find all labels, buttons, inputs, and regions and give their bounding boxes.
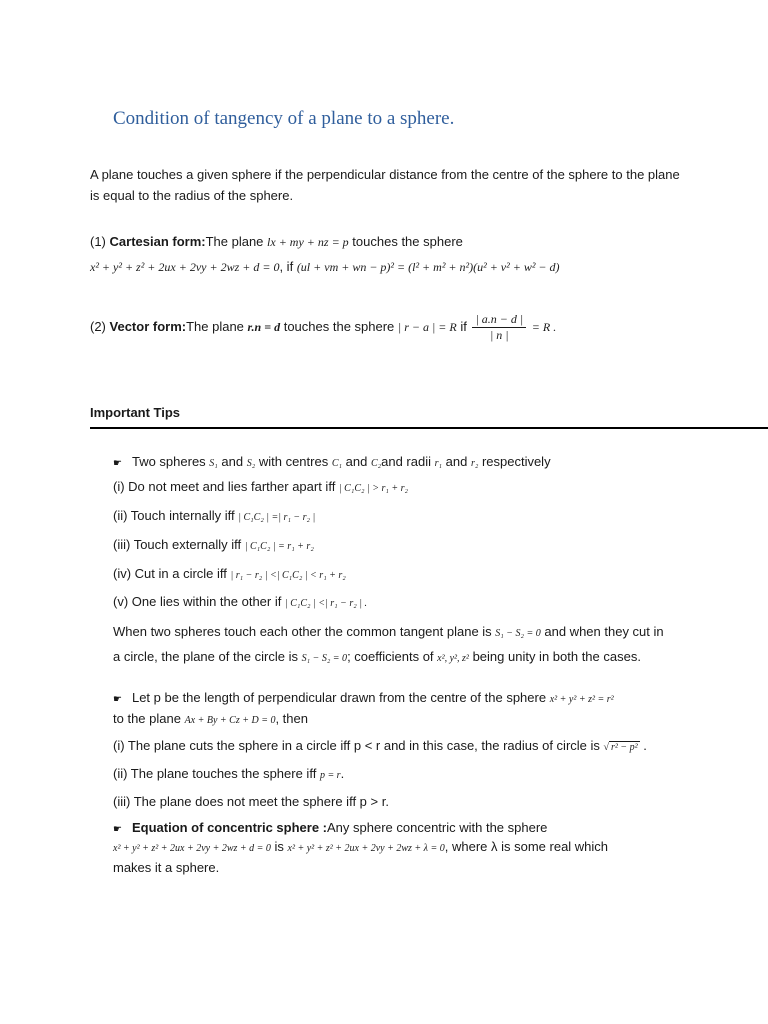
tip1-text-6: and [445,454,468,469]
cartesian-plane-equation: lx + my + nz = p [267,235,349,249]
condition-item [113,594,367,609]
radius-formula: √ r² − p² [603,742,638,753]
fraction-numerator: | a.n − d | [472,312,526,328]
cartesian-text-a: The plane [205,234,264,249]
touch-text-a: When two spheres touch each other the common tangent plane is [113,624,492,639]
condition-text: (iv) Cut in a circle iff [113,566,227,581]
tip2-ii-end: . [340,766,345,781]
tip-two-spheres [113,454,551,469]
concentric-end-2: makes it a sphere. [113,860,220,875]
section-divider [90,427,768,429]
cartesian-number: (1) [90,234,106,249]
condition-item [113,508,315,523]
tip2-i-end: . [643,738,647,753]
condition-math: | C₁C₂ | = r₁ + r₂ [244,541,314,552]
vector-text-c: if [460,318,467,334]
vector-text-b: touches the sphere [283,318,395,334]
concentric-end-1: , where λ is some real which [444,839,609,854]
tip1-text-4: and [345,454,368,469]
tip2-plane-line [113,711,308,726]
tip2-case-i [113,738,647,753]
vector-plane-equation: r.n = d [247,319,281,334]
circle-plane-equation: S₁ − S₂ = 0 [301,653,348,664]
touch-text-b: and when they cut in a circle, the plane of the circle is [113,624,664,664]
condition-text: (iii) Touch externally iff [113,537,242,552]
radius-r1: r₁ [434,458,442,469]
tip1-text-7: respectively [481,454,551,469]
tip2-text-a: Let p be the length of perpendicular drawn from the centre of the sphere [131,690,547,705]
vector-number: (2) [90,318,106,334]
condition-math: | r₁ − r₂ | <| C₁C₂ | < r₁ + r₂ [230,570,346,581]
tangent-plane-equation: S₁ − S₂ = 0 [495,628,541,639]
touch-text-c: ; coefficients of [347,649,434,664]
tip-concentric [113,820,547,835]
tip1-text-5: and radii [381,454,431,469]
vector-text-a: The plane [186,318,244,334]
page-title: Condition of tangency of a plane to a sphere. [113,108,455,129]
condition-item [113,479,408,494]
condition-math: | C₁C₂ | > r₁ + r₂ [338,483,408,494]
sphere-equation: x² + y² + z² = r² [549,694,614,705]
tip2-text-c: , then [275,711,308,726]
vector-distance-fraction [472,312,526,343]
intro-paragraph: A plane touches a given sphere if the perpendicular distance from the centre of the sphere to the plane is equal to the radius of the sphere. [90,167,680,203]
tip1-text-2: and [221,454,244,469]
tip1-text-3: with centres [258,454,329,469]
tip2-case-iii: (iii) The plane does not meet the sphere iff p > r. [113,794,389,809]
cartesian-sphere-equation: x² + y² + z² + 2ux + 2vy + 2wz + d = 0 [90,260,280,274]
condition-text: (v) One lies within the other if [113,594,282,609]
pointing-hand-icon: ☛ [113,824,122,835]
cartesian-condition-line [90,259,560,275]
cartesian-text-b: touches the sphere [352,234,463,249]
pointing-hand-icon: ☛ [113,694,122,705]
centre-c1: C₁ [331,458,342,469]
tip1-text-1: Two spheres [131,454,206,469]
condition-item [113,537,314,552]
coefficient-terms: x², y², z² [437,653,469,664]
cartesian-text-c: , if [279,259,294,274]
given-sphere-equation: x² + y² + z² + 2ux + 2vy + 2wz + d = 0 [113,843,271,854]
radius-r2: r₂ [470,458,479,469]
fraction-denominator: | n | [490,328,509,342]
tip2-case-ii [113,766,344,781]
vector-label: Vector form: [109,318,187,334]
sphere-s1: S₁ [209,458,218,469]
vector-form-line [90,312,556,343]
pointing-hand-icon: ☛ [113,458,122,469]
plane-equation: Ax + By + Cz + D = 0 [184,715,276,726]
condition-math: | C₁C₂ | <| r₁ − r₂ | . [284,598,368,609]
tip2-ii-text: (ii) The plane touches the sphere iff [113,766,317,781]
fraction-rhs: = R . [531,319,557,334]
tips-heading: Important Tips [90,405,181,420]
concentric-is: is [274,839,284,854]
concentric-equation-line [113,839,608,854]
sphere-s2: S₂ [246,458,256,469]
concentric-label: Equation of concentric sphere : [131,820,327,835]
concentric-text: Any sphere concentric with the sphere [327,820,548,835]
touch-paragraph [113,620,673,670]
condition-math: | C₁C₂ | =| r₁ − r₂ | [238,512,316,523]
tip2-i-text: (i) The plane cuts the sphere in a circle iff p < r and in this case, the radius of circle is [113,738,600,753]
centre-c2: C₂ [370,458,382,469]
cartesian-condition-equation: (ul + vm + wn − p)² = (l² + m² + n²)(u² + v² + w² − d) [296,260,560,274]
condition-text: (ii) Touch internally iff [113,508,235,523]
vector-sphere-equation: | r − a | = R [397,319,457,334]
radius-formula-radicand: r² − p² [611,742,638,753]
tip-perpendicular [113,690,614,705]
condition-text: (i) Do not meet and lies farther apart iff [113,479,336,494]
cartesian-form-line [90,234,463,250]
touch-condition: p = r [319,770,341,781]
cartesian-label: Cartesian form: [109,234,206,249]
condition-item [113,566,346,581]
touch-text-d: being unity in both the cases. [472,649,641,664]
concentric-sphere-equation: x² + y² + z² + 2ux + 2vy + 2wz + λ = 0 [287,843,445,854]
tip2-text-b: to the plane [113,711,181,726]
